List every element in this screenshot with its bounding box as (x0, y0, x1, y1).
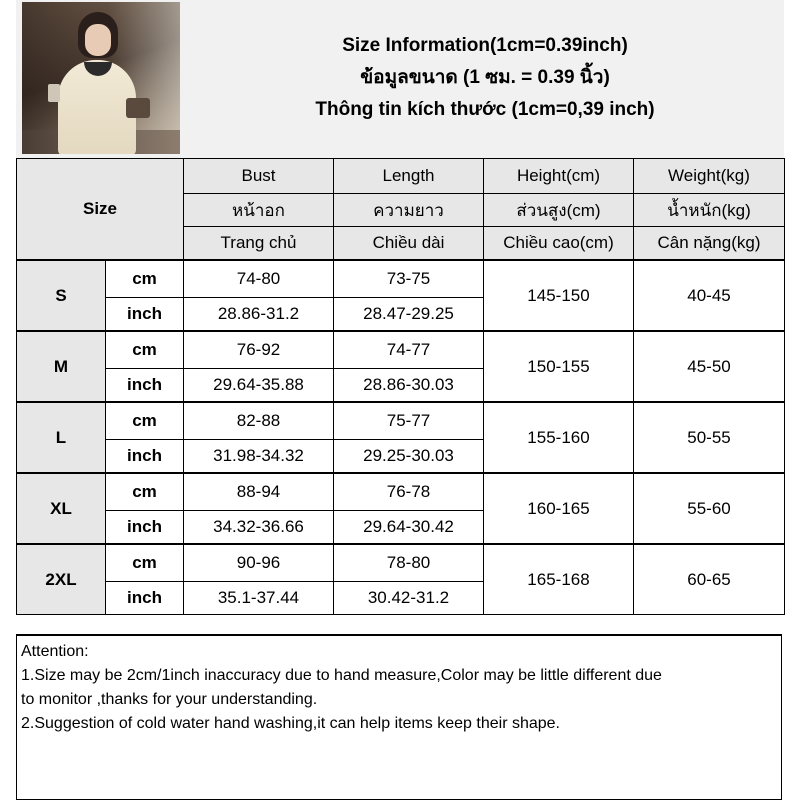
size-header: Size (17, 159, 184, 261)
column-header-height-thai: ส่วนสูง(cm) (484, 194, 634, 227)
column-header-bust-thai: หน้าอก (184, 194, 334, 227)
weight-range: 40-45 (634, 260, 785, 331)
unit-cm: cm (106, 544, 184, 582)
size-chart (16, 0, 784, 800)
unit-inch: inch (106, 440, 184, 474)
unit-inch: inch (106, 511, 184, 545)
height-range: 155-160 (484, 402, 634, 473)
notes-heading: Attention: (21, 643, 89, 660)
unit-cm: cm (106, 331, 184, 369)
unit-inch: inch (106, 369, 184, 403)
header (16, 0, 784, 160)
size-label: M (17, 331, 106, 402)
bust-inch: 34.32-36.66 (184, 511, 334, 545)
unit-inch: inch (106, 298, 184, 332)
bust-cm: 74-80 (184, 260, 334, 298)
bust-inch: 35.1-37.44 (184, 582, 334, 615)
size-label: S (17, 260, 106, 331)
column-header-length: Length (334, 159, 484, 194)
length-cm: 75-77 (334, 402, 484, 440)
length-cm: 76-78 (334, 473, 484, 511)
note-line: 1.Size may be 2cm/1inch inaccuracy due to hand measure,Color may be little different due (21, 667, 662, 684)
title-block (186, 0, 784, 156)
bust-inch: 28.86-31.2 (184, 298, 334, 332)
length-cm: 74-77 (334, 331, 484, 369)
title-vietnamese: Thông tin kích thước (1cm=0,39 inch) (315, 99, 655, 120)
bust-cm: 76-92 (184, 331, 334, 369)
column-header-weight: Weight(kg) (634, 159, 785, 194)
unit-inch: inch (106, 582, 184, 615)
unit-cm: cm (106, 402, 184, 440)
bust-cm: 90-96 (184, 544, 334, 582)
unit-cm: cm (106, 473, 184, 511)
note-line: to monitor ,thanks for your understanding. (21, 691, 318, 708)
weight-range: 50-55 (634, 402, 785, 473)
column-header-bust: Bust (184, 159, 334, 194)
column-header-length-thai: ความยาว (334, 194, 484, 227)
length-cm: 73-75 (334, 260, 484, 298)
note-line: 2.Suggestion of cold water hand washing,it can help items keep their shape. (21, 715, 560, 732)
weight-range: 45-50 (634, 331, 785, 402)
length-cm: 78-80 (334, 544, 484, 582)
height-range: 165-168 (484, 544, 634, 615)
bust-cm: 88-94 (184, 473, 334, 511)
height-range: 150-155 (484, 331, 634, 402)
length-inch: 28.86-30.03 (334, 369, 484, 403)
column-header-height: Height(cm) (484, 159, 634, 194)
size-label: L (17, 402, 106, 473)
unit-cm: cm (106, 260, 184, 298)
column-header-weight-vietnamese: Cân nặng(kg) (634, 227, 785, 261)
length-inch: 29.64-30.42 (334, 511, 484, 545)
height-range: 145-150 (484, 260, 634, 331)
weight-range: 60-65 (634, 544, 785, 615)
size-label: 2XL (17, 544, 106, 615)
attention-notes (16, 634, 782, 800)
column-header-height-vietnamese: Chiều cao(cm) (484, 227, 634, 261)
length-inch: 30.42-31.2 (334, 582, 484, 615)
column-header-length-vietnamese: Chiều dài (334, 227, 484, 261)
size-table (16, 158, 785, 615)
column-header-bust-vietnamese: Trang chủ (184, 227, 334, 261)
column-header-weight-thai: น้ำหนัก(kg) (634, 194, 785, 227)
height-range: 160-165 (484, 473, 634, 544)
product-photo (22, 2, 180, 154)
length-inch: 29.25-30.03 (334, 440, 484, 474)
length-inch: 28.47-29.25 (334, 298, 484, 332)
weight-range: 55-60 (634, 473, 785, 544)
bust-inch: 31.98-34.32 (184, 440, 334, 474)
size-label: XL (17, 473, 106, 544)
title-thai: ข้อมูลขนาด (1 ซม. = 0.39 นิ้ว) (360, 67, 610, 88)
bust-inch: 29.64-35.88 (184, 369, 334, 403)
bust-cm: 82-88 (184, 402, 334, 440)
title-english: Size Information(1cm=0.39inch) (342, 35, 628, 56)
